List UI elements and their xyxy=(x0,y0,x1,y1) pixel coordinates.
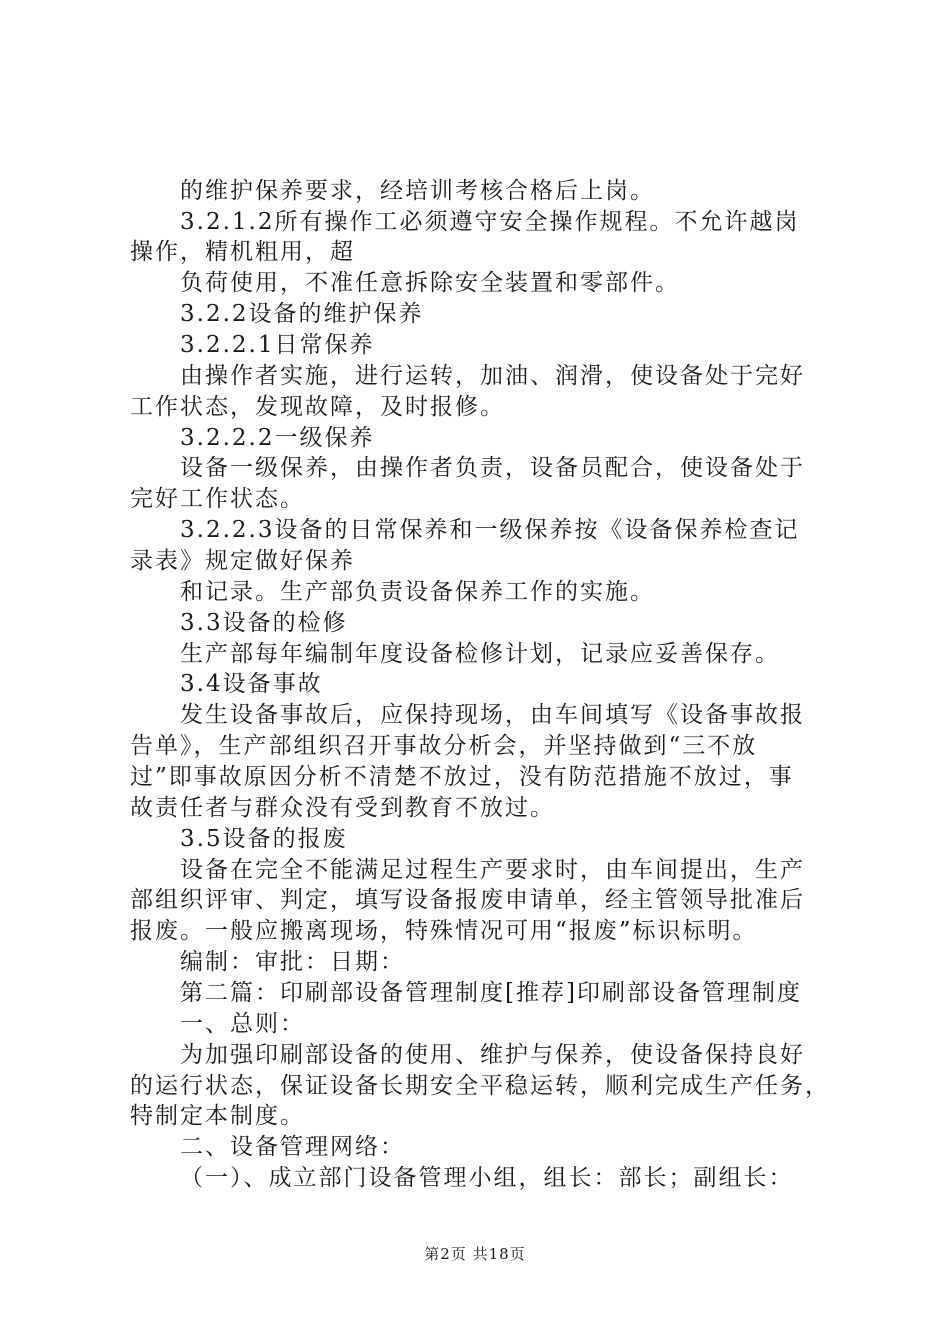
text-line: 特制定本制度。 xyxy=(130,1103,305,1129)
text-line: 故责任者与群众没有受到教育不放过。 xyxy=(130,795,555,821)
text-line: 录表》规定做好保养 xyxy=(130,548,355,574)
text-line: 3.2.2设备的维护保养 xyxy=(180,301,424,327)
text-line: 生产部每年编制年度设备检修计划，记录应妥善保存。 xyxy=(180,641,780,667)
text-line: 3.2.2.1日常保养 xyxy=(180,332,375,358)
text-line: 设备在完全不能满足过程生产要求时，由车间提出，生产 xyxy=(180,857,805,883)
page-number-footer: 第2页 共18页 xyxy=(424,1245,526,1263)
text-line: 告单》，生产部组织召开事故分析会，并坚持做到“三不放 xyxy=(130,733,758,759)
text-line: 负荷使用，不准任意拆除安全装置和零部件。 xyxy=(180,270,680,296)
text-line: 由操作者实施，进行运转，加油、润滑，使设备处于完好 xyxy=(180,363,805,389)
text-line: 操作，精机粗用，超 xyxy=(130,239,355,265)
text-line: 3.2.2.2一级保养 xyxy=(180,425,375,451)
text-line: 3.2.1.2所有操作工必须遵守安全操作规程。不允许越岗 xyxy=(180,209,800,235)
text-line: （一）、成立部门设备管理小组，组长：部长；副组长： xyxy=(180,1165,794,1191)
text-line: 3.4设备事故 xyxy=(180,671,323,697)
text-line: 3.5设备的报废 xyxy=(180,826,348,852)
text-line: 3.3设备的检修 xyxy=(180,610,348,636)
text-line: 的运行状态，保证设备长期安全平稳运转，顺利完成生产任务， xyxy=(130,1073,830,1099)
text-line: 3.2.2.3设备的日常保养和一级保养按《设备保养检查记 xyxy=(180,517,800,543)
text-line: 和记录。生产部负责设备保养工作的实施。 xyxy=(180,579,655,605)
text-line: 设备一级保养，由操作者负责，设备员配合，使设备处于 xyxy=(180,455,805,481)
text-line: 发生设备事故后，应保持现场，由车间填写《设备事故报 xyxy=(180,702,805,728)
text-line: 一、总则： xyxy=(180,1011,305,1037)
text-line: 报废。一般应搬离现场，特殊情况可用“报废”标识标明。 xyxy=(130,918,758,944)
text-line: 第二篇：印刷部设备管理制度[推荐]印刷部设备管理制度 xyxy=(180,980,802,1006)
text-line: 部组织评审、判定，填写设备报废申请单，经主管领导批准后 xyxy=(130,887,805,913)
text-line: 为加强印刷部设备的使用、维护与保养，使设备保持良好 xyxy=(180,1042,805,1068)
text-line: 编制：审批：日期： xyxy=(180,949,405,975)
text-line: 二、设备管理网络： xyxy=(180,1134,405,1160)
text-line: 的维护保养要求，经培训考核合格后上岗。 xyxy=(180,178,655,204)
text-line: 过”即事故原因分析不清楚不放过，没有防范措施不放过，事 xyxy=(130,764,794,790)
text-line: 工作状态，发现故障，及时报修。 xyxy=(130,394,505,420)
text-line: 完好工作状态。 xyxy=(130,486,305,512)
